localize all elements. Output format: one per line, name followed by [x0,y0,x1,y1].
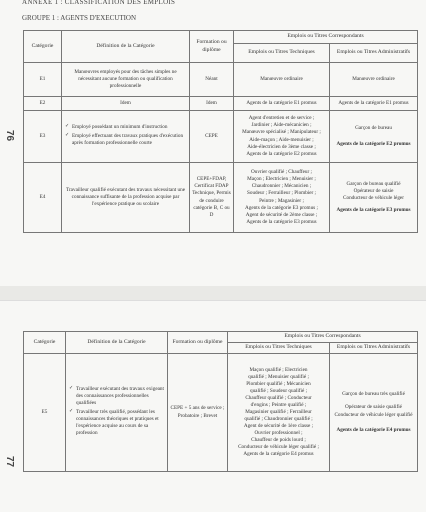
administratifs-line: Agents de la catégorie E2 promus [336,140,411,147]
administratifs-line: Agents de la catégorie E4 promus [336,426,411,433]
formation-cell: CEPE+FDAP, Certificat FDAP Technique, Permis de conduire catégorie B, C ou D [190,163,234,233]
header-emplois: Emplois ou Titres Correspondants [234,31,418,44]
page-gap [0,286,426,300]
table-row-e2 [24,97,418,111]
header-formation: Formation ou diplôme [168,332,228,354]
definition-bullet: ✓ Employé possédant un minimum d'instruction [65,124,187,131]
definition-cell [62,111,190,163]
techniques-line: Soudeur ; Ferrailleur ; Plombier ; [246,190,316,197]
techniques-line: Magasinier qualifié ; Ferrailleur [245,408,312,415]
classification-table-top [23,30,418,233]
categorie-cell: E4 [24,163,62,233]
administratifs-cell [330,163,418,233]
techniques-line: Maçon qualifié ; Electricien [249,366,308,373]
administratifs-line: Garçon de bureau très qualifié [342,391,405,398]
techniques-line: Conducteur de véhicule léger qualifié ; [238,444,319,451]
techniques-cell [228,354,330,472]
header-categorie: Catégorie [24,31,62,63]
definition-bullet: ✓ Travailleur très qualifié, possédant les connaissances théoriques et pratiques et l'expérience acquise au cours de sa profession [69,409,165,437]
formation-cell: Néant [190,63,234,97]
definition-cell: Idem [62,97,190,111]
header-definition: Définition de la Catégorie [66,332,168,354]
categorie-cell: E5 [24,354,66,472]
techniques-line: Chaudronnier ; Mécanicien ; [251,183,312,190]
categorie-cell: E1 [24,63,62,97]
definition-cell [66,354,168,472]
definition-cell: Travailleur qualifié exécutant des travaux nécessitant une connaissance suffisante de la profession acquise par l'expérience pratique ou scolaire [62,163,190,233]
header-formation: Formation ou diplôme [190,31,234,63]
techniques-line: Chauffeur de poids lourd ; [251,437,306,444]
administratifs-cell [330,111,418,163]
header-administratifs: Emplois ou Titres Administratifs [330,44,418,63]
header-techniques: Emplois ou Titres Techniques [228,342,330,353]
techniques-line: Agents de la catégorie E3 promus [246,218,317,225]
table-row-e4 [24,163,418,233]
formation-cell: CEPE [190,111,234,163]
table-row-e5 [24,354,418,472]
techniques-line: Agents de la catégorie E4 promus [243,451,314,458]
techniques-line: Maçon ; Electricien ; Menuisier ; [247,176,316,183]
administratifs-cell: Manœuvre ordinaire [330,63,418,97]
techniques-line: Ouvrier professionnel ; [254,430,303,437]
definition-cell: Manœuvres employés pour des tâches simples ne nécessitant aucune formation ou qualification professionnelle [62,63,190,97]
administratifs-line: Agents de la catégorie E3 promus [336,207,411,214]
techniques-line: Jardinier ; Aide-mécanicien ; [251,122,312,129]
administratifs-line: Conducteur de véhicule léger qualifié [334,411,413,418]
categorie-cell: E3 [24,111,62,163]
techniques-line: d'engins ; Peintre qualifié ; [250,401,307,408]
formation-cell: Idem [190,97,234,111]
techniques-line: Manœuvre spécialisé ; Manipulateur ; [242,129,321,136]
techniques-line: Agent de sécurité de 2ème classe ; [245,211,318,218]
techniques-line: Agents de la catégorie E2 promus [246,150,317,157]
administratifs-line: Conducteur de véhicule léger [343,195,404,201]
table-header-row [24,332,418,343]
header-definition: Définition de la Catégorie [62,31,190,63]
definition-bullet: ✓ Travailleur exécutant des travaux exigeant des connaissances professionnelles qualifiées [69,386,165,407]
header-categorie: Catégorie [24,332,66,354]
techniques-line: qualifié ; Chaudronnier qualifié ; [244,416,313,422]
techniques-line: Agent de sécurité de 1ère classe ; [243,423,314,430]
groupe-title: GROUPE 1 : AGENTS D'EXECUTION [22,14,137,22]
header-administratifs: Emplois ou Titres Administratifs [330,342,418,353]
techniques-line: Aide-électricien de 3ème classe ; [247,143,316,150]
techniques-line: Aide-maçon ; Aide-menuisier ; [249,136,314,143]
techniques-line: Agents de la catégorie E3 promus ; [245,204,318,211]
categorie-cell: E2 [24,97,62,111]
page-number: 77 [4,456,15,468]
administratifs-cell [330,354,418,472]
header-techniques: Emplois ou Titres Techniques [234,44,330,63]
table-row-e3 [24,111,418,163]
techniques-cell: Manœuvre ordinaire [234,63,330,97]
annexe-title: ANNEXE 1 : CLASSIFICATION DES EMPLOIS [22,0,176,6]
table-header-row [24,31,418,44]
techniques-cell: Agents de la catégorie E1 promus [234,97,330,111]
techniques-line: Plombier qualifié ; Mécanicien [246,380,311,387]
techniques-line: Chauffeur qualifié ; Conducteur [245,394,312,401]
administratifs-cell: Agents de la catégorie E1 promus [330,97,418,111]
techniques-line: Ouvrier qualifié ; Chauffeur ; [251,169,312,176]
classification-table-bottom [23,331,418,472]
administratifs-line: Opérateur de saisie qualifié [345,404,402,411]
definition-bullet: ✓ Employé effectuant des travaux pratiques d'exécution après formation professionnelle courte [65,133,187,147]
page-number: 76 [4,130,15,142]
techniques-line: Peintre ; Magasinier ; [259,197,304,204]
administratifs-line: Opérateur de saisie [353,187,394,194]
formation-cell: CEPE + 5 ans de service ; Probatoire ; Brevet [168,354,228,472]
table-row-e1 [24,63,418,97]
administratifs-line: Garçon de bureau [355,125,392,132]
techniques-line: Agent d'entretien et de service ; [248,115,315,122]
techniques-line: qualifié ; Soudeur qualifié ; [249,387,308,394]
techniques-cell [234,111,330,163]
header-emplois: Emplois ou Titres Correspondants [228,332,418,343]
techniques-cell [234,163,330,233]
techniques-line: qualifié ; Menuisier qualifié ; [248,373,309,380]
administratifs-line: Garçon de bureau qualifié [346,180,401,187]
